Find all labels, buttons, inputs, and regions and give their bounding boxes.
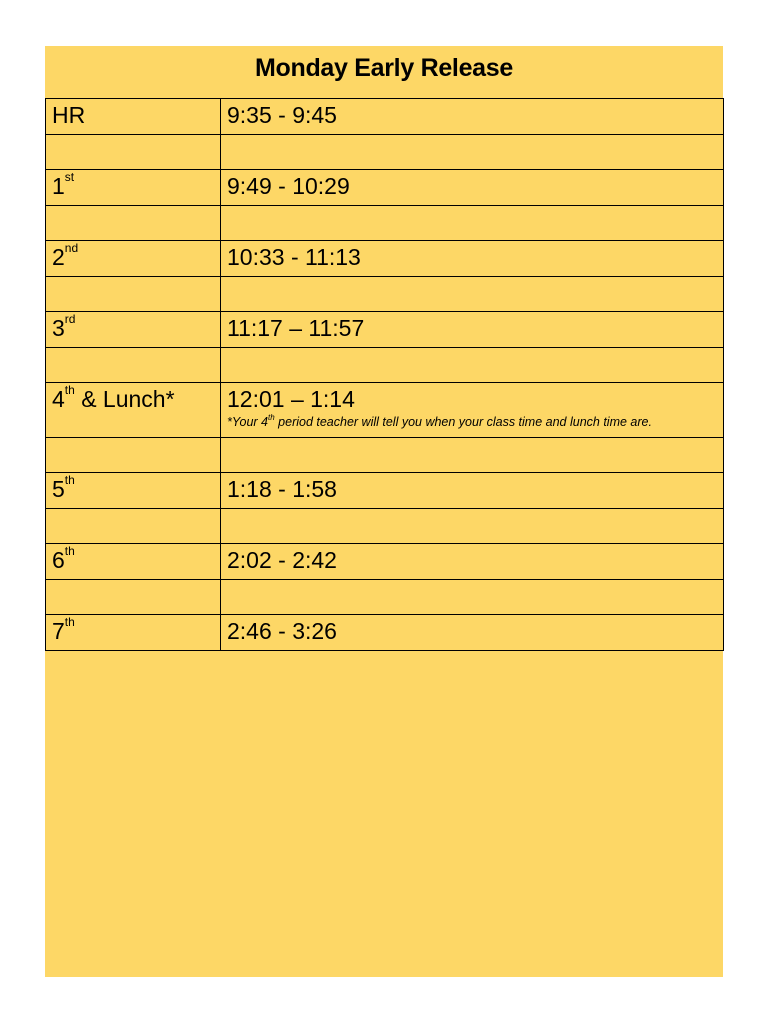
period-cell	[46, 170, 221, 206]
blank-cell	[221, 438, 724, 473]
period-cell	[46, 473, 221, 509]
period-time: 1:18 - 1:58	[227, 476, 337, 502]
period-ordinal-suffix: th	[64, 473, 75, 488]
period-name: 1	[52, 173, 65, 199]
period-ordinal-suffix: th	[64, 544, 75, 559]
schedule-spacer-row	[46, 438, 724, 473]
schedule-spacer-row	[46, 580, 724, 615]
time-cell	[221, 615, 724, 651]
period-name: 6	[52, 547, 65, 573]
period-name: 2	[52, 244, 65, 270]
schedule-row-period-1	[46, 170, 724, 206]
lunch-note-ordinal-suffix: th	[268, 412, 275, 422]
lunch-note	[227, 412, 723, 429]
period-ordinal-suffix: th	[64, 615, 75, 630]
period-time: 2:02 - 2:42	[227, 547, 337, 573]
period-name: 7	[52, 618, 65, 644]
period-time: 2:46 - 3:26	[227, 618, 337, 644]
schedule-title: Monday Early Release	[254, 54, 513, 82]
blank-cell	[221, 206, 724, 241]
period-time: 10:33 - 11:13	[227, 244, 361, 270]
lunch-note-text: *Your 4	[227, 415, 269, 429]
schedule-spacer-row	[46, 277, 724, 312]
period-name: 3	[52, 315, 65, 341]
blank-cell	[221, 348, 724, 383]
period-name: HR	[52, 102, 86, 128]
schedule-row-period-3	[46, 312, 724, 348]
period-cell	[46, 544, 221, 580]
time-cell	[221, 473, 724, 509]
blank-cell	[46, 438, 221, 473]
schedule-spacer-row	[46, 135, 724, 170]
period-name-suffix: & Lunch*	[74, 386, 175, 412]
period-cell	[46, 312, 221, 348]
blank-cell	[221, 509, 724, 544]
period-cell	[46, 241, 221, 277]
schedule-row-period-4-lunch	[46, 383, 724, 438]
time-cell	[221, 312, 724, 348]
schedule-row-period-6	[46, 544, 724, 580]
period-cell	[46, 383, 221, 438]
schedule-row-period-7	[46, 615, 724, 651]
time-cell	[221, 170, 724, 206]
blank-cell	[46, 277, 221, 312]
period-ordinal-suffix: nd	[64, 241, 79, 256]
period-name: 5	[52, 476, 65, 502]
schedule-spacer-row	[46, 206, 724, 241]
period-ordinal-suffix: th	[64, 383, 75, 398]
period-time: 9:35 - 9:45	[227, 102, 337, 128]
schedule-row-homeroom	[46, 99, 724, 135]
schedule-table	[45, 98, 724, 651]
blank-cell	[46, 206, 221, 241]
period-time: 9:49 - 10:29	[227, 173, 350, 199]
blank-cell	[221, 580, 724, 615]
blank-cell	[46, 348, 221, 383]
blank-cell	[221, 277, 724, 312]
blank-cell	[46, 135, 221, 170]
schedule-spacer-row	[46, 509, 724, 544]
schedule-row-period-2	[46, 241, 724, 277]
period-cell	[46, 99, 221, 135]
blank-cell	[46, 509, 221, 544]
period-ordinal-suffix: rd	[64, 312, 76, 327]
schedule-row-period-5	[46, 473, 724, 509]
period-ordinal-suffix: st	[64, 170, 75, 185]
period-cell	[46, 615, 221, 651]
period-time: 12:01 – 1:14	[227, 386, 355, 412]
time-cell	[221, 99, 724, 135]
time-cell	[221, 383, 724, 438]
schedule-spacer-row	[46, 348, 724, 383]
blank-cell	[46, 580, 221, 615]
time-cell	[221, 241, 724, 277]
time-cell	[221, 544, 724, 580]
period-name: 4	[52, 386, 65, 412]
lunch-note-text: period teacher will tell you when your class time and lunch time are.	[274, 415, 652, 429]
period-time: 11:17 – 11:57	[227, 315, 365, 341]
blank-cell	[221, 135, 724, 170]
